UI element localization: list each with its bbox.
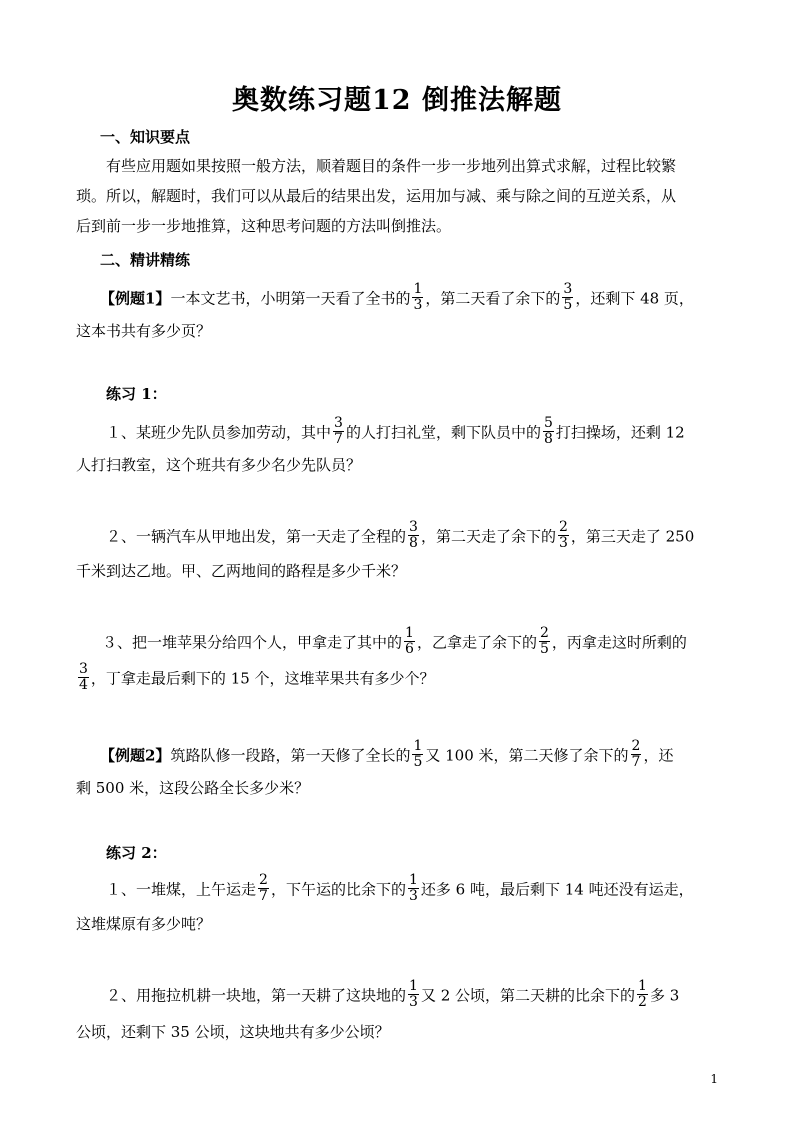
fraction: $\frac{1}{2}$ xyxy=(638,978,647,1010)
paragraph-line: 琐。所以，解题时，我们可以从最后的结果出发，运用加与减、乘与除之间的互逆关系，从 xyxy=(76,187,677,205)
fraction: $\frac{2}{7}$ xyxy=(259,872,268,904)
fraction: $\frac{1}{3}$ xyxy=(409,978,418,1010)
fraction: $\frac{1}{3}$ xyxy=(413,281,423,313)
practice-1-label: 练习 1： xyxy=(106,385,167,403)
example-2-line-2: 剩 500 米，这段公路全长多少米？ xyxy=(76,779,310,797)
example-1-line: 【例题1】一本文艺书，小明第一天看了全书的 $\frac{1}{3}$ ，第二天看了余下的 $\frac{3}{5}$ ，还剩下 48 页， xyxy=(100,281,694,313)
fraction: $\frac{3}{4}$ xyxy=(79,661,88,693)
fraction: $\frac{2}{3}$ xyxy=(558,519,568,551)
example-label: 【例题1】 xyxy=(100,289,171,308)
fraction: $\frac{5}{8}$ xyxy=(543,415,553,447)
paragraph-line: 有些应用题如果按照一般方法，顺着题目的条件一步一步地列出算式求解，过程比较繁 xyxy=(106,157,677,175)
fraction: $\frac{3}{5}$ xyxy=(563,281,573,313)
example-label: 【例题2】 xyxy=(100,746,171,765)
fraction: $\frac{2}{7}$ xyxy=(631,738,641,770)
practice-1-item-1: １、某班少先队员参加劳动，其中 $\frac{3}{7}$ 的人打扫礼堂，剩下队员中的 $\frac{5}{8}$ 打扫操场，还剩 12 xyxy=(106,415,685,447)
practice-2-item-2: ２、用拖拉机耕一块地，第一天耕了这块地的 $\frac{1}{3}$ 又 2 公顷，第二天耕的比余下的 $\frac{1}{2}$ 多 3 xyxy=(106,978,680,1010)
practice-2-label: 练习 2： xyxy=(106,844,167,862)
practice-1-item-2-line-2: 千米到达乙地。甲、乙两地间的路程是多少千米？ xyxy=(76,562,407,580)
paragraph-line: 后到前一步一步地推算，这种思考问题的方法叫倒推法。 xyxy=(76,217,452,235)
section-heading-practice: 二、精讲精练 xyxy=(100,251,191,269)
practice-1-item-3: ３、把一堆苹果分给四个人，甲拿走了其中的 $\frac{1}{6}$ ，乙拿走了余下的 $\frac{2}{5}$ ，丙拿走这时所剩的 xyxy=(102,625,687,657)
fraction: $\frac{1}{3}$ xyxy=(408,872,418,904)
fraction: $\frac{1}{5}$ xyxy=(413,738,423,770)
fraction: $\frac{2}{5}$ xyxy=(539,625,549,657)
example-1-line-2: 这本书共有多少页？ xyxy=(76,322,212,340)
practice-1-item-3-line-2: $\frac{3}{4}$ ，丁拿走最后剩下的 15 个，这堆苹果共有多少个？ xyxy=(79,661,435,693)
fraction: $\frac{1}{6}$ xyxy=(405,625,414,657)
fraction: $\frac{3}{7}$ xyxy=(334,415,343,447)
practice-1-item-2: ２、一辆汽车从甲地出发，第一天走了全程的 $\frac{3}{8}$ ，第二天走了余下的 $\frac{2}{3}$ ，第三天走了 250 xyxy=(106,519,695,551)
practice-2-item-1: １、一堆煤，上午运走 $\frac{2}{7}$ ，下午运的比余下的 $\frac{1}{3}$ 还多 6 吨，最后剩下 14 吨还没有运走， xyxy=(106,872,694,904)
example-2-line: 【例题2】筑路队修一段路，第一天修了全长的 $\frac{1}{5}$ 又 100 米，第二天修了余下的 $\frac{2}{7}$ ，还 xyxy=(100,738,674,770)
practice-2-item-1-line-2: 这堆煤原有多少吨？ xyxy=(76,915,212,933)
practice-1-item-1-line-2: 人打扫教室，这个班共有多少名少先队员？ xyxy=(76,456,362,474)
section-heading-knowledge: 一、知识要点 xyxy=(100,128,191,146)
fraction: $\frac{3}{8}$ xyxy=(409,519,418,551)
page-number: 1 xyxy=(710,1072,718,1086)
practice-2-item-2-line-2: 公顷，还剩下 35 公顷，这块地共有多少公顷？ xyxy=(76,1023,390,1041)
page-title: 奥数练习题12 倒推法解题 xyxy=(232,85,562,116)
